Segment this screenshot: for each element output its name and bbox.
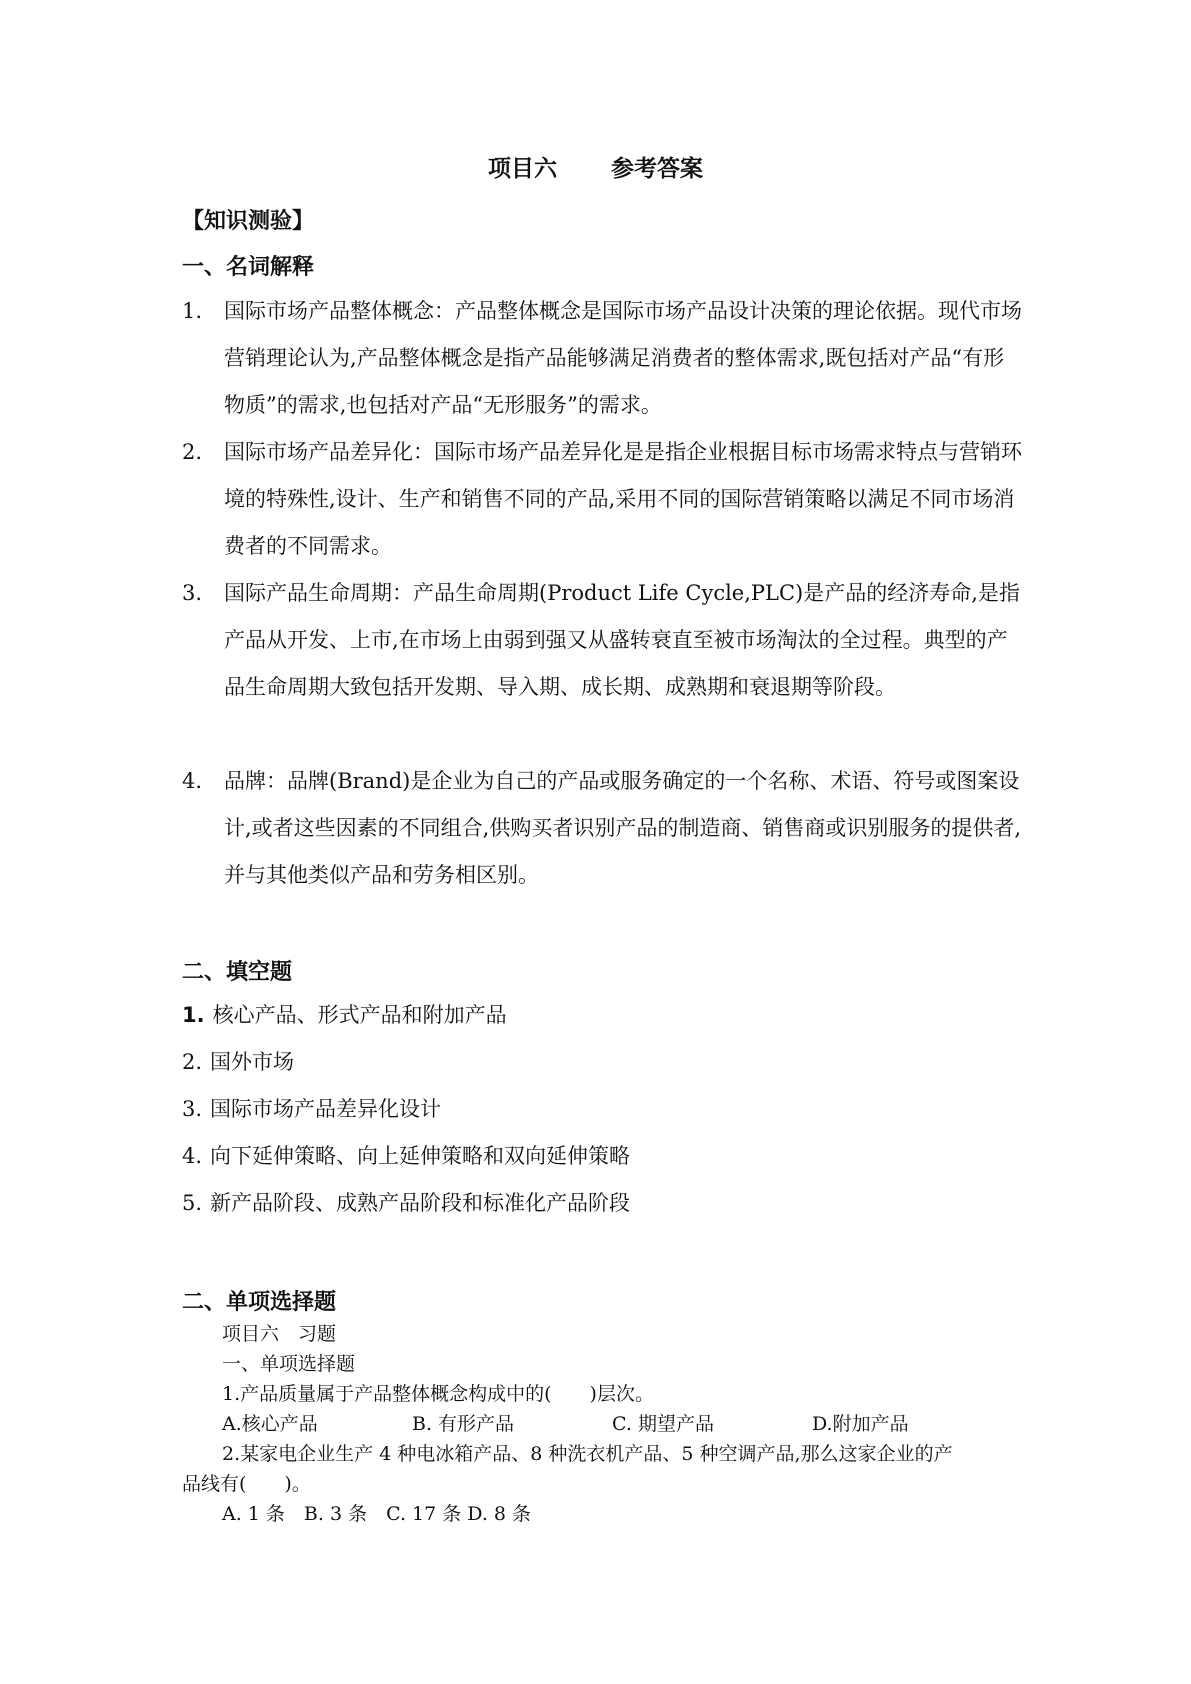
- question-2-options: A. 1 条 B. 3 条 C. 17 条 D. 8 条: [222, 1503, 532, 1525]
- term-item: [182, 429, 1022, 570]
- option-d: D.附加产品: [812, 1413, 909, 1435]
- term-number: 4.: [182, 769, 203, 793]
- term-item: [182, 288, 1022, 429]
- term-number: 2.: [182, 440, 203, 464]
- fill-text: 向下延伸策略、向上延伸策略和双向延伸策略: [210, 1144, 631, 1168]
- exercise-subtitle: 项目六 习题: [222, 1323, 337, 1345]
- term-item: [182, 570, 1022, 711]
- section-fill-heading: 二、填空题: [182, 960, 293, 985]
- term-item: [182, 758, 1022, 899]
- term-number: 3.: [182, 581, 203, 605]
- section-choice-heading: 二、单项选择题: [182, 1290, 337, 1315]
- fill-number: 2.: [182, 1050, 203, 1074]
- term-text: 国际市场产品差异化：国际市场产品差异化是是指企业根据目标市场需求特点与营销环境的特殊性,设计、生产和销售不同的产品,采用不同的国际营销策略以满足不同市场消费者的不同需求。: [224, 440, 1022, 558]
- fill-item: [182, 1094, 441, 1124]
- term-text: 国际产品生命周期：产品生命周期(Product Life Cycle,PLC)是产品的经济寿命,是指产品从开发、上市,在市场上由弱到强又从盛转衰直至被市场淘汰的全过程。典型的产品生命周期大致包括开发期、导入期、成长期、成熟期和衰退期等阶段。: [224, 581, 1020, 699]
- fill-number: 3.: [182, 1097, 203, 1121]
- term-number: 1.: [182, 299, 203, 323]
- fill-text: 国外市场: [210, 1050, 295, 1074]
- fill-text: 国际市场产品差异化设计: [210, 1097, 442, 1121]
- fill-number: 4.: [182, 1144, 203, 1168]
- fill-number: 5.: [182, 1191, 203, 1215]
- fill-text: 核心产品、形式产品和附加产品: [212, 1003, 507, 1027]
- question-2-stem-line-2: 品线有( )。: [182, 1473, 311, 1495]
- question-2-stem-line-1: 2.某家电企业生产 4 种电冰箱产品、8 种洗衣机产品、5 种空调产品,那么这家企业的产: [222, 1443, 953, 1465]
- option-b: B. 有形产品: [412, 1413, 515, 1435]
- fill-item: [182, 1188, 630, 1218]
- question-1-stem: 1.产品质量属于产品整体概念构成中的( )层次。: [222, 1383, 654, 1405]
- option-c: C. 期望产品: [612, 1413, 714, 1435]
- fill-item: [182, 1047, 294, 1077]
- term-text: 品牌：品牌(Brand)是企业为自己的产品或服务确定的一个名称、术语、符号或图案设计,或者这些因素的不同组合,供购买者识别产品的制造商、销售商或识别服务的提供者,并与其他类似产品和劳务相区别。: [224, 769, 1022, 887]
- title-part-2: 参考答案: [611, 156, 703, 182]
- fill-item: [182, 1000, 507, 1030]
- fill-number: 1.: [182, 1003, 205, 1027]
- question-1-options: [222, 1411, 1022, 1437]
- fill-item: [182, 1141, 630, 1171]
- document-title: [0, 150, 1191, 183]
- term-text: 国际市场产品整体概念：产品整体概念是国际市场产品设计决策的理论依据。现代市场营销理论认为,产品整体概念是指产品能够满足消费者的整体需求,既包括对产品“有形物质”的需求,也包括对产品“无形服务”的需求。: [224, 299, 1022, 417]
- section-terms-heading: 一、名词解释: [182, 255, 315, 280]
- title-part-1: 项目六: [488, 156, 557, 182]
- option-a: A.核心产品: [222, 1413, 318, 1435]
- section-knowledge-heading: 【知识测验】: [182, 209, 315, 234]
- exercise-subheading: 一、单项选择题: [222, 1353, 356, 1375]
- fill-text: 新产品阶段、成熟产品阶段和标准化产品阶段: [210, 1191, 631, 1215]
